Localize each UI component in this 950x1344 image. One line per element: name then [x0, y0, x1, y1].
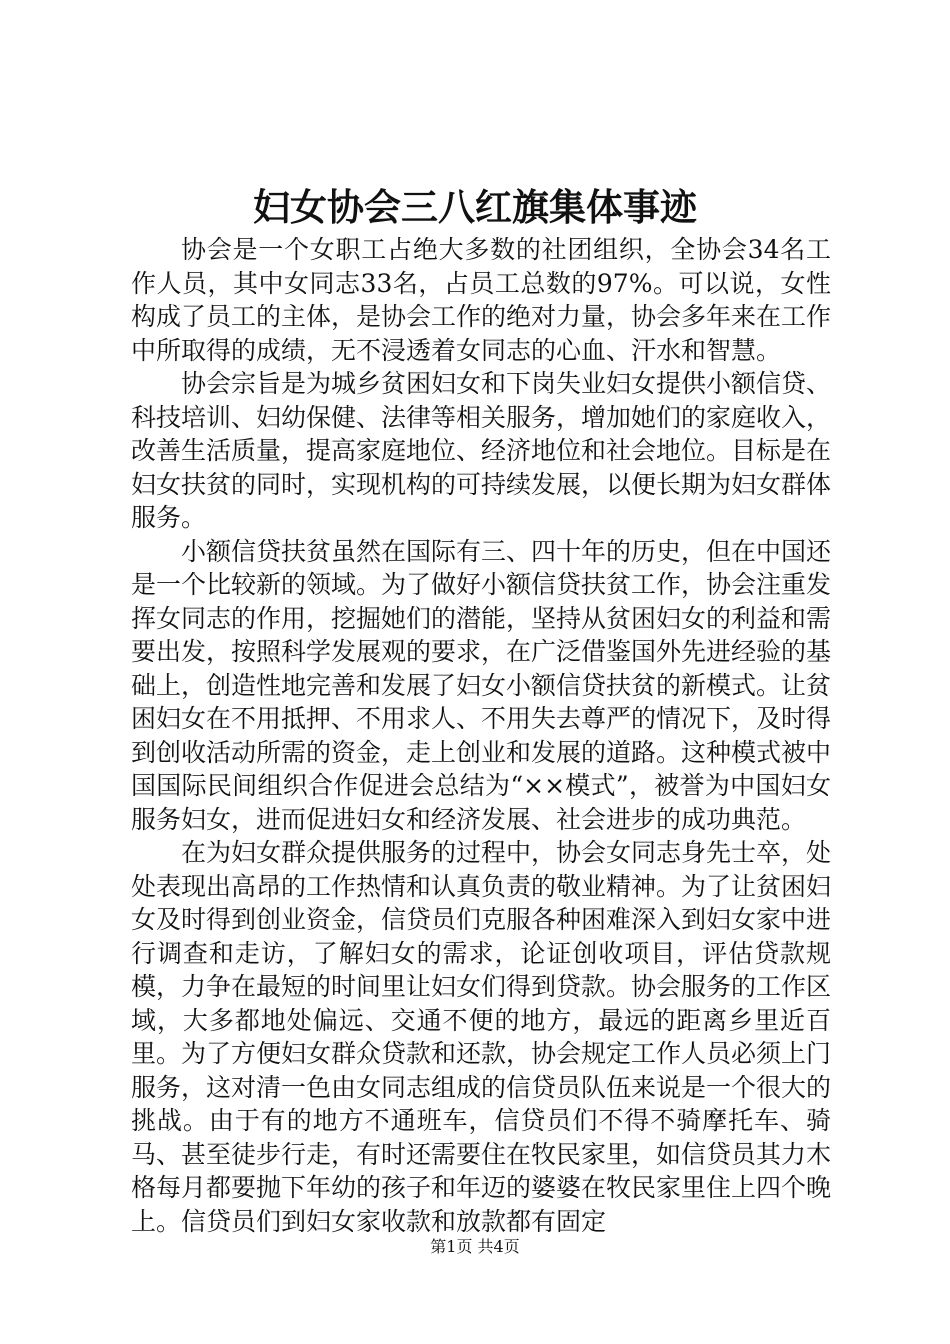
paragraph-4: 在为妇女群众提供服务的过程中，协会女同志身先士卒，处处表现出高昂的工作热情和认真负责的敬业精神。为了让贫困妇女及时得到创业资金，信贷员们克服各种困难深入到妇女家中进行调查和走访，了解妇女的需求，论证创收项目，评估贷款规模，力争在最短的时间里让妇女们得到贷款。协会服务的工作区域，大多都地处偏远、交通不便的地方，最远的距离乡里近百里。为了方便妇女群众贷款和还款，协会规定工作人员必须上门服务，这对清一色由女同志组成的信贷员队伍来说是一个很大的挑战。由于有的地方不通班车，信贷员们不得不骑摩托车、骑马、甚至徒步行走，有时还需要住在牧民家里，如信贷员其力木格每月都要抛下年幼的孩子和年迈的婆婆在牧民家里住上四个晚上。信贷员们到妇女家收款和放款都有固定 — [131, 838, 832, 1236]
paragraph-3: 小额信贷扶贫虽然在国际有三、四十年的历史，但在中国还是一个比较新的领域。为了做好小额信贷扶贫工作，协会注重发挥女同志的作用，挖掘她们的潜能，坚持从贫困妇女的利益和需要出发，按照科学发展观的要求，在广泛借鉴国外先进经验的基础上，创造性地完善和发展了妇女小额信贷扶贫的新模式。让贫困妇女在不用抵押、不用求人、不用失去尊严的情况下，及时得到创收活动所需的资金，走上创业和发展的道路。这种模式被中国国际民间组织合作促进会总结为“××模式”，被誉为中国妇女服务妇女，进而促进妇女和经济发展、社会进步的成功典范。 — [131, 536, 832, 834]
page-number-footer: 第1页 共4页 — [430, 1237, 520, 1256]
paragraph-2: 协会宗旨是为城乡贫困妇女和下岗失业妇女提供小额信贷、科技培训、妇幼保健、法律等相关服务，增加她们的家庭收入，改善生活质量，提高家庭地位、经济地位和社会地位。目标是在妇女扶贫的同时，实现机构的可持续发展，以便长期为妇女群体服务。 — [131, 369, 832, 532]
document-body — [131, 233, 831, 1238]
document-title: 妇女协会三八红旗集体事迹 — [253, 185, 697, 229]
paragraph-1: 协会是一个女职工占绝大多数的社团组织，全协会34名工作人员，其中女同志33名，占员工总数的97%。可以说，女性构成了员工的主体，是协会工作的绝对力量，协会多年来在工作中所取得的成绩，无不浸透着女同志的心血、汗水和智慧。 — [131, 235, 832, 365]
